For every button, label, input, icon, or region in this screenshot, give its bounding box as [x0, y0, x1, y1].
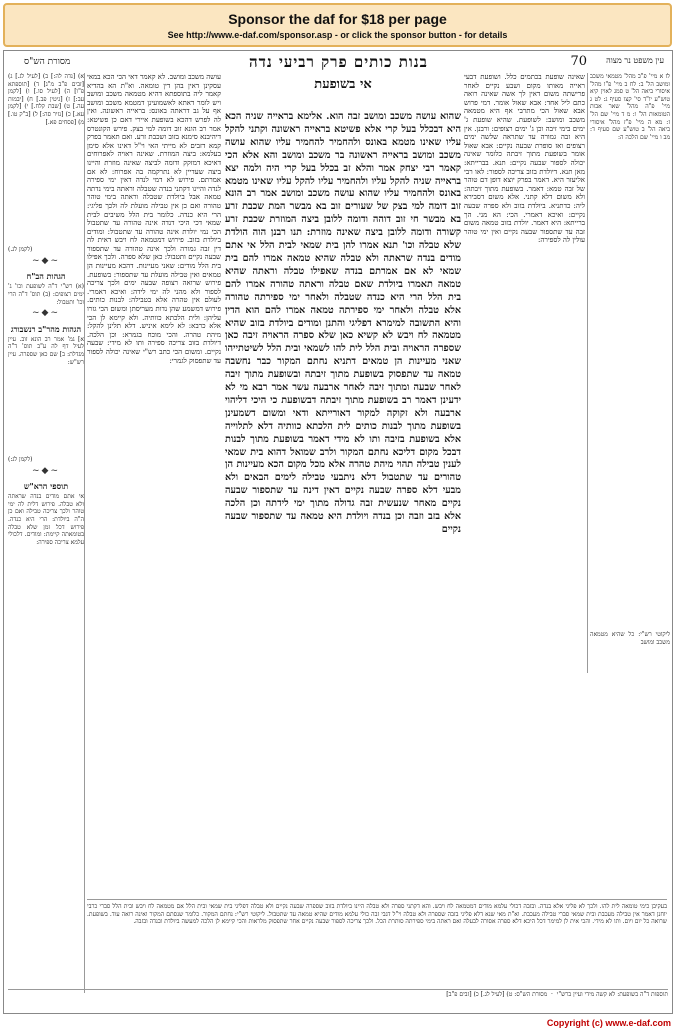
- gemara-text: שהוא עושה משכב ומושב זבה הוא. אלימא בראייה שניה הכא היא דבכלל בעל קרי אלא פשיטא בראייה ראשונה וקתני להקל עליו שאינו מטמא באונס ולהחמיר להחמיר עליו שהוא עושה משכב ומושב בראייה ראשונה בר משכב ומושב והא אלא הכי קאמר רבי יצחק אמר והלא זב בכלל בעל קרי היה ולמה יצא בראייה שניה להקל עליו ולהחמיר עליו להקל עליו שאינו מטמא באונס ולהחמיר עליו שהוא עושה משכב ומושב אמר רב הונא זוב דומה למי בצק של שעורים זוב בא מבשר המת שכבת זרע בא מבשר חי זוב דוהה ודומה ללובן ביצה המוזרת שכבת זרע קשורה ודומה ללובן ביצה שאינה מוזרת: תנו רבנן הוה הולדת שלא טבלה וכו' תנא אמרו להן בית שמאי לבית הלל אי אתם מודים בנדה שראתה ולא טבלה שהיא טמאה אמרו להם בית שמאי לא אם אמרתם בנדה שאפילו טבלה וראתה שהיא טמאה תאמרו ביולדת שאם טבלה וראתה טהורה אמרו להם בית הלל הרי היא כנדה שטבלה ולאחר ימי ספירתה טהורה אלא טבלה ולאחר ימי ספירתה טמאה אמרו להם הוא הדין והיא התשובה למימרא דפליגי והתנן ומודים ביולדת בזוב שהיא מטמאה לח ויבש לא קשיא כאן שלא ספרה הראויה זיבה כאן שספרה הראויה ובית הלל לית להו לשמאי ובית הלל לשיטתייהו שאני מעיינות הן טמאים דתניא נחתם המקור כבר נחשבה טמאה עד שתפסוק בשופעת מתוך זיבתה ובשופעת מתוך זיבה לאחר שבעה ומתוך זיבה לאחר ארבעה עשר אמר רבא מי לא ידעינן דאמר רב בשופעת מתוך זיבתה דבשופעת כי היכי דליהוי ארבעה ולא זקוקה למקור דאורייתא ודאי ומשום דשמעינן בשופעת מתוך לבנות כותים לית הלכתא כוותיה דלא לתלוייה אלא בשופעת בזיבה ותו לא מידי דאמר בשופעת מתוך לבנות דבכל מקום דליכא נחתם המקור ולרב שמואל דהוא בית שמאי לענין טבילה תהוי מיהת טהרה אלא מכל מקום הכא מעיינות הן טהורים עד שתטבול דלא ניתבעי טבילה לימים הבאים ולא מבעי דלא ספרה שבעה נקיים דאין דינה עד שתספור שבעה נקיים מאחר שנעשית זבה גדולה מתוך ימי לידתה וכן הלכה אלא בזב וזבה וכן בנדה ויולדת היא טמאה עד שתספור שבעה נקיים: [225, 111, 461, 535]
- cross-reference-note: (לקמן לג:): [8, 456, 33, 464]
- ornament-divider: ~◆~: [31, 308, 60, 319]
- footnote-left: מסורת הש"ס: ט) [לעיל לג.] כ) [זבים פ"ב]: [446, 991, 548, 998]
- haghot-habach-text: (א) רש"י ד"ה לשופעת וכו' ג' ימים רצופים: (ב) תוס' ד"ה הרי וכו' ותטבול:: [8, 283, 84, 306]
- tosafot-commentary: עושה משכב ומושב. לא קאמר דאי הכי הכא במאי עסקינן דאין בהן דין טומאה. וא"ת הא בהדיא קאמר ליה בתוספתא דהיא מטמאה משכב ומושב ויש לומר דאתא לאשמועינן דמטמא משכב ומושב אף על גב דראתה באונס: בראייה ראשונה. ואין לה לפרש דהכא בשופעת איירי דאם כן פשיטא: אמר רב הונא זוב דומה למי בצק. פירש הקונטרס דיהיבנא סימנא בזוב ושכבת זרע. ואם תאמר בפרק קמא דזבים לא מייתי האי וי"ל דאינו אלא סימן בעלמא: ביצה המוזרת. שאינה ראויה לאפרוחים דאיכא דמזקק ודומה לביצה שאינה מוזרת והיינו ביצה שעדיין לא נתרקמה בה אפרוח: לא אם אמרתם. פירוש לא דמי לנדה דאין ימי ספירה לנדה והיינו דקתני בנדה שטבלה וראתה בימי נדתה טמאה אבל ביולדת שטבלה וראתה בימי טוהר טהורה ואם כן אין טבילה מועלת לה ולכך פליגי: הרי היא כנדה. כלומר בית הלל משיבים לבית שמאי דכי היכי דנדה אינה טהורה עד שתטבול הכי נמי יולדת אינה טהורה עד שתטבול: ומודים ביולדת בזוב. פירוש דמטמאה לח ויבש דאית לה דין זבה גמורה ולכך אינה טהורה עד שתספור שבעה נקיים ותטבול: כאן שלא ספרה. ולכך אפילו בית הלל מודים: שאני מעיינות. דהכא מעיינות הן טמאים ואין טבילה מועלת עד שתספור: בשופעת. פירוש שרואה רצופה שבעה ימים ולכך צריכה לספור ולא מהני לה ימי לידה: ואיכא דאמרי. לעולם אין טהרה אלא בטבילה: לבנות כותים. פירוש דמשמע שהן נדות מעריסתן ומשום הכי גזרו עליהן: ולית הלכתא כוותיה. ולא קיימא לן הכי אלא כרבא: לא לימא איניש. דלא תלינן להקל: מיהת טהרה. והכי מוכח בגמרא: וכן הלכה. דיולדת בזוב צריכה ספירה ותו לא מידי: שבעה נקיים. ומשום הכי כתב רש"י שאינה יכולה לספור עד שתפסוק לגמרי:: [87, 73, 221, 365]
- ornament-divider: ~◆~: [31, 465, 60, 476]
- haghot-habach-heading: הגהות הב"ח: [26, 271, 66, 282]
- left-margin: [8, 73, 84, 993]
- ornament-divider: ~◆~: [31, 255, 60, 266]
- tosafot-harosh-heading: תוספי הרא"ש: [23, 481, 69, 492]
- ein-mishpat-heading: עין משפט נר מצוה: [606, 56, 664, 65]
- gemara-opening-words: אי בשופעת: [314, 77, 372, 92]
- footnote-right: תוספות ד"ה בשופעת: לא קשה מידי ועיין ברש"י: [556, 991, 668, 998]
- copyright-link[interactable]: Copyright (c) www.e-daf.com: [546, 1018, 671, 1028]
- haghot-maharab-text: א] גמ' אמר רב הונא זוב. עיין לעיל דף לה ע"ב תוס' ד"ה מגדלת: ב] שם כאן שספרה. עיין רש"ש:: [8, 335, 84, 366]
- sponsor-banner[interactable]: [3, 3, 672, 47]
- page-header: [4, 51, 672, 73]
- masoret-heading: מסורת הש"ס: [24, 57, 71, 67]
- chapter-title: בנות כותים פרק רביעי נדה: [249, 53, 428, 71]
- page-footnotes: תוספות ד"ה בשופעת: לא קשה מידי ועיין ברש"י · מסורת הש"ס: ט) [לעיל לג.] כ) [זבים פ"ב]: [446, 991, 668, 998]
- cross-reference-note: (לקמן לג.): [8, 246, 33, 254]
- folio-number: 70: [570, 54, 587, 69]
- divider: [587, 73, 588, 673]
- gemara-opening-block: [225, 77, 461, 109]
- masoret-hashas-notes: א) [נדה לה:] ב) [לעיל לג.] ג) [זבים פ"ב מ"ג] ד) [תוספתא פ"ו] ה) [לעיל סו.] ו) [לקמן עב:] ז) [גיטין פב.] ח) [יבמות עה.] ט) [שבת קלח.] י) [לקמן עא.] כ) [נזיר סה:] ל) [ב"ק טו.] מ) [פסחים פא.]: [8, 73, 84, 126]
- divider: [84, 73, 85, 993]
- sponsor-title[interactable]: Sponsor the daf for $18 per page: [228, 11, 447, 27]
- sponsor-subtitle[interactable]: See http://www.e-daf.com/sponsor.asp - or click the sponsor button - for details: [167, 30, 508, 40]
- rashi-commentary: שאינה שופעת בכתמים כלל. ושופעת דבעי ראייה מאותו מקום ושבע נקיים לאחר פרישתה משום דאין לך אשה שאינה רואה כתם ליל אחד: אבא שאול אומר. דמי פרוש אבא שאול הכי מתרבי אף היא מטמאה משכב ומושב: לשופעת. שהיא שופעת ג' ימים בימי זיבה וכן ג' ימים רצופים: ורבנן. אין היא זבה גמורה עד שתראה שלשה ימים רצופים ואז סופרת שבעה נקיים: אבא שאול אומר בשופעת מתוך זיבתה כלומר שאינה יכולה לספור שבעה נקיים: תנא. בברייתא: מאן תנא. דיולדת בזוב צריכה לספור: לאו רבי אליעזר היא. דאמר בפרק יוצא דופן דם טוהר של זבה טמא: דאמר. בשופעת מתוך זיבתה: ולא משום דלא קתני. אלא משום דסבירא ליה: כדתניא. ביולדת בזוב ולא ספרה שבעה נקיים: ואיכא דאמרי. הכי: הא מני. הך ברייתא: היא דאמר. יולדת בזוב טמאה משום זבה עד שתספור שבעה נקיים ואין ימי טוהר עולין לה לספירה:: [464, 73, 585, 245]
- bottom-commentary: בעקיבן כימי טומאה לית להו. ולכך לא פליגי אלא בנדה. ובזבה דכולי עלמא מודים דמטמאה לח ויבש. והא דקתני ספרה ולא טבלה היינו ביולדת בזוב שספרה שבעה נקיים ולא טבלה דפליגי בית שמאי ובית הלל אם מטמאה לח ויבש ובית הלל סברי כרבי יוחנן דאמר אין טבילה מעכבת ובית שמאי סברי טבילה מעכבת. וא"ת מאי שנא דלא פליגי בזבה שספרה ולא טבלה וי"ל דגבי זבה כולי עלמא מודים שהיא טמאה עד שתטבול. ליקוטי רש"י: נחתם המקור. כלומר שנסתם המקור ואינה רואה עוד. בשופעת. שרואה כל יום ויום. ותו לא מידי. והכי אית לן למימר דכל היכא דלא ספרה אסורה לבעלה ואם ראתה בימי ספירתה סותרת הכל. ולכך צריכה לספור שבעה נקיים אחר שתפסוק מלראות והכי קיימא לן הלכה למעשה ביולדת ובנדה ובזבה.: [87, 903, 667, 926]
- talmud-page: [3, 50, 673, 1014]
- haghot-maharab-heading: הגהות מהר"ב רנשבורג: [10, 323, 82, 334]
- divider: [8, 989, 668, 990]
- ein-mishpat-note: ליקוטי רש"י: כל שהיא מטמאה משכב ומושב: [590, 631, 670, 646]
- tosafot-harosh-text: אי אתם מודים בנדה שראתה ולא טבלה. פירוש דלית לה ימי טוהר ולכך צריכה טבילה ואם כן ה"ה ביולדת: הרי היא כנדה. פירוש דכל זמן שלא טבלה בטומאתה קיימת: ומודים. דלכולי עלמא צריכה ספירה:: [8, 493, 84, 546]
- ein-mishpat-column: לז א מיי' פ"ב מהל' מטמאי משכב ומושב הל' ב: לח ב מיי' פ"ו מהל' איסורי ביאה הל' ט סמג לאוין קיא טוש"ע יו"ד סי' קצו סעיף ג: לט ג מיי' פ"ה מהל' שאר אבות הטומאות הל' ו: מ ד מיי' שם הל' ז: מא ה מיי' פ"ז מהל' איסורי ביאה הל' ב טוש"ע שם סעיף ד: מב ו מיי' שם הלכה ה:: [590, 73, 670, 141]
